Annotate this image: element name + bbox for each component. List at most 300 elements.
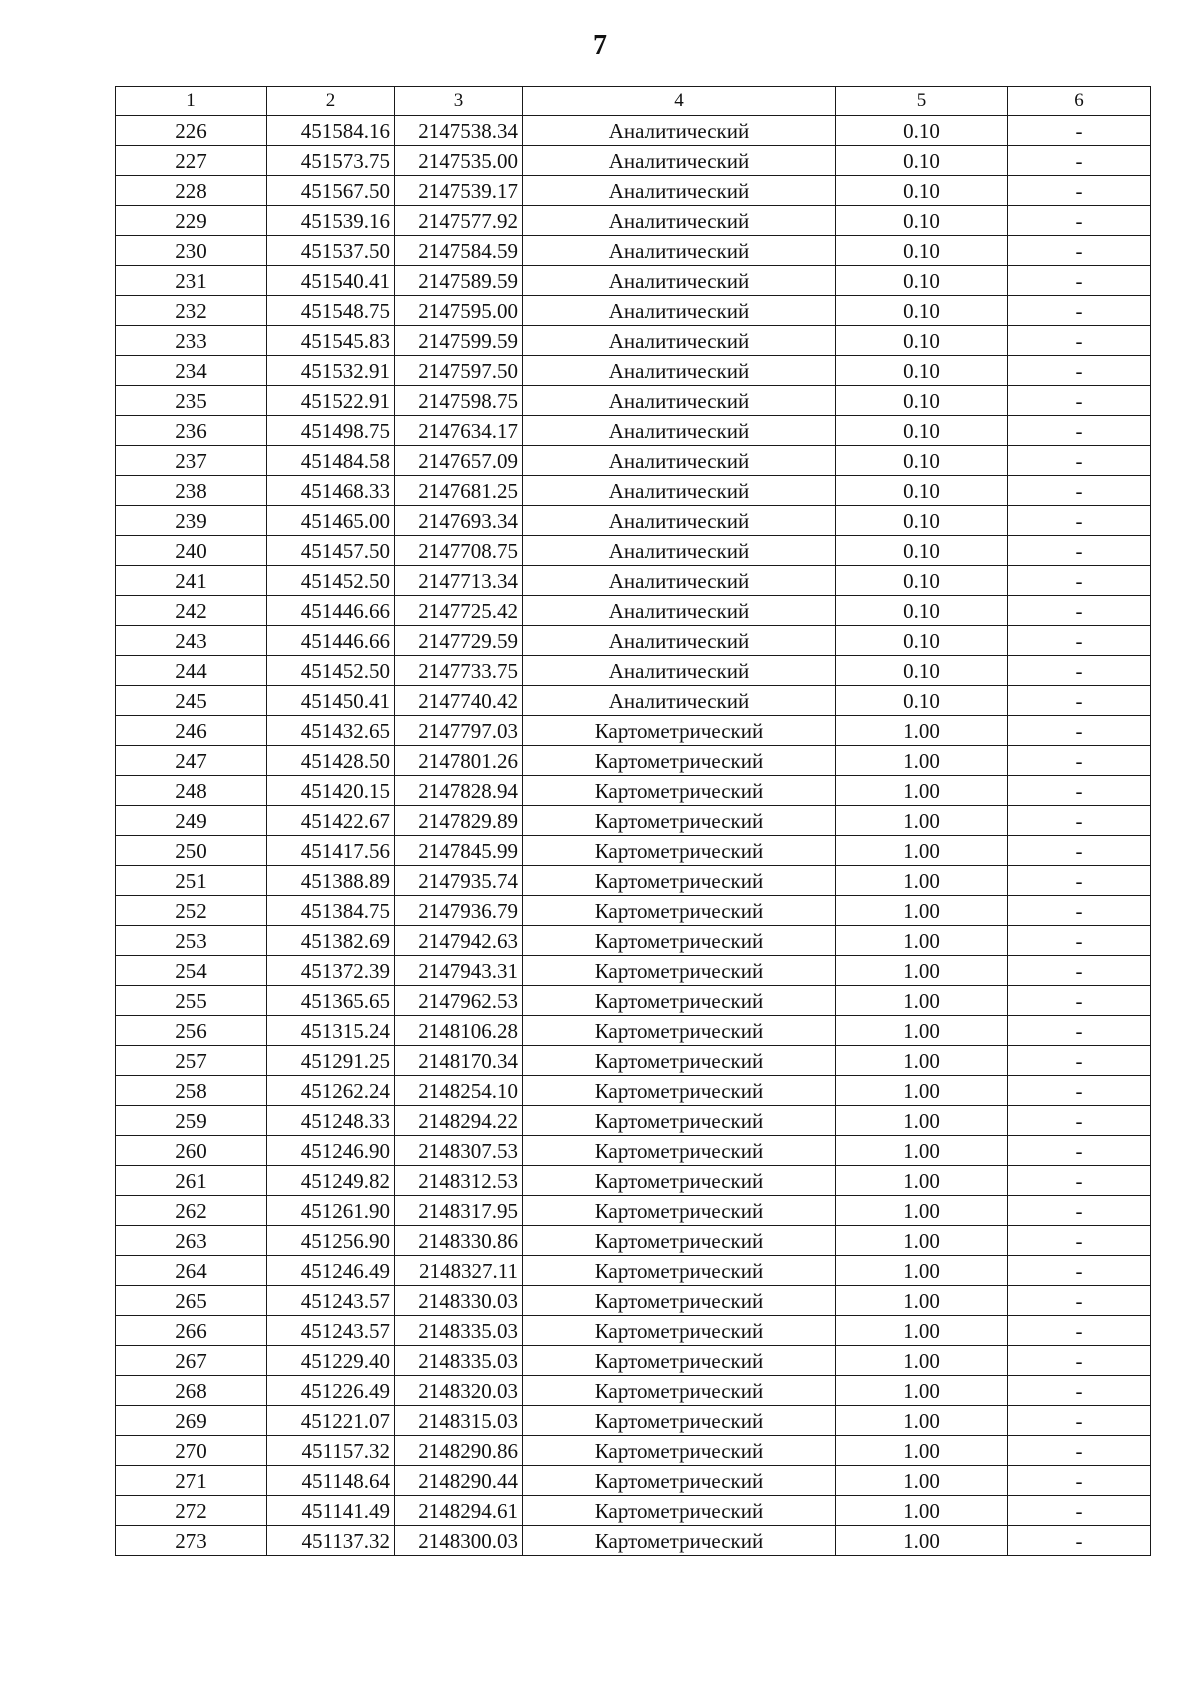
cell-point-number: 242 — [116, 596, 267, 626]
cell-point-number: 272 — [116, 1496, 267, 1526]
table-row — [116, 866, 1151, 896]
cell-description: - — [1008, 746, 1151, 776]
cell-accuracy: 0.10 — [836, 146, 1008, 176]
table-row — [116, 986, 1151, 1016]
cell-accuracy: 0.10 — [836, 386, 1008, 416]
cell-x: 451261.90 — [267, 1196, 395, 1226]
cell-description: - — [1008, 416, 1151, 446]
cell-y: 2147725.42 — [395, 596, 523, 626]
cell-method: Аналитический — [523, 596, 836, 626]
cell-point-number: 266 — [116, 1316, 267, 1346]
cell-accuracy: 1.00 — [836, 1316, 1008, 1346]
cell-description: - — [1008, 836, 1151, 866]
cell-method: Картометрический — [523, 806, 836, 836]
cell-y: 2147681.25 — [395, 476, 523, 506]
cell-accuracy: 0.10 — [836, 416, 1008, 446]
table-row — [116, 626, 1151, 656]
cell-method: Аналитический — [523, 416, 836, 446]
table-row — [116, 1496, 1151, 1526]
table-row — [116, 596, 1151, 626]
cell-x: 451522.91 — [267, 386, 395, 416]
cell-y: 2148170.34 — [395, 1046, 523, 1076]
cell-point-number: 238 — [116, 476, 267, 506]
cell-method: Аналитический — [523, 326, 836, 356]
cell-point-number: 253 — [116, 926, 267, 956]
cell-description: - — [1008, 926, 1151, 956]
table-row — [116, 746, 1151, 776]
cell-description: - — [1008, 1466, 1151, 1496]
cell-y: 2147577.92 — [395, 206, 523, 236]
cell-accuracy: 1.00 — [836, 1286, 1008, 1316]
cell-method: Аналитический — [523, 566, 836, 596]
cell-y: 2147657.09 — [395, 446, 523, 476]
cell-description: - — [1008, 236, 1151, 266]
cell-method: Картометрический — [523, 1136, 836, 1166]
table-row — [116, 1406, 1151, 1436]
cell-method: Картометрический — [523, 1316, 836, 1346]
cell-point-number: 237 — [116, 446, 267, 476]
cell-y: 2148300.03 — [395, 1526, 523, 1556]
cell-x: 451457.50 — [267, 536, 395, 566]
cell-method: Картометрический — [523, 1466, 836, 1496]
cell-description: - — [1008, 956, 1151, 986]
cell-point-number: 265 — [116, 1286, 267, 1316]
cell-x: 451446.66 — [267, 626, 395, 656]
cell-accuracy: 0.10 — [836, 116, 1008, 146]
table-row — [116, 1076, 1151, 1106]
cell-method: Аналитический — [523, 266, 836, 296]
cell-x: 451157.32 — [267, 1436, 395, 1466]
cell-accuracy: 0.10 — [836, 476, 1008, 506]
cell-y: 2148290.86 — [395, 1436, 523, 1466]
cell-description: - — [1008, 806, 1151, 836]
cell-method: Картометрический — [523, 986, 836, 1016]
cell-y: 2148290.44 — [395, 1466, 523, 1496]
cell-description: - — [1008, 776, 1151, 806]
cell-y: 2147943.31 — [395, 956, 523, 986]
cell-point-number: 235 — [116, 386, 267, 416]
cell-accuracy: 1.00 — [836, 1226, 1008, 1256]
cell-point-number: 246 — [116, 716, 267, 746]
cell-description: - — [1008, 1076, 1151, 1106]
cell-method: Аналитический — [523, 686, 836, 716]
cell-description: - — [1008, 476, 1151, 506]
cell-method: Картометрический — [523, 1256, 836, 1286]
column-header-accuracy: 5 — [836, 87, 1008, 116]
cell-accuracy: 0.10 — [836, 686, 1008, 716]
cell-accuracy: 1.00 — [836, 1346, 1008, 1376]
cell-method: Картометрический — [523, 1376, 836, 1406]
cell-point-number: 228 — [116, 176, 267, 206]
cell-accuracy: 1.00 — [836, 1436, 1008, 1466]
cell-accuracy: 0.10 — [836, 176, 1008, 206]
cell-description: - — [1008, 146, 1151, 176]
cell-x: 451567.50 — [267, 176, 395, 206]
cell-point-number: 249 — [116, 806, 267, 836]
table-row — [116, 776, 1151, 806]
cell-x: 451548.75 — [267, 296, 395, 326]
cell-x: 451365.65 — [267, 986, 395, 1016]
table-row — [116, 956, 1151, 986]
cell-method: Картометрический — [523, 866, 836, 896]
cell-point-number: 270 — [116, 1436, 267, 1466]
cell-method: Картометрический — [523, 926, 836, 956]
table-row — [116, 1466, 1151, 1496]
table-row — [116, 836, 1151, 866]
table-row — [116, 1316, 1151, 1346]
cell-y: 2147539.17 — [395, 176, 523, 206]
coordinates-table — [115, 86, 1151, 1556]
cell-x: 451540.41 — [267, 266, 395, 296]
cell-y: 2147828.94 — [395, 776, 523, 806]
cell-point-number: 261 — [116, 1166, 267, 1196]
cell-accuracy: 1.00 — [836, 1046, 1008, 1076]
cell-x: 451372.39 — [267, 956, 395, 986]
cell-description: - — [1008, 206, 1151, 236]
cell-y: 2148327.11 — [395, 1256, 523, 1286]
cell-method: Картометрический — [523, 1046, 836, 1076]
cell-method: Картометрический — [523, 776, 836, 806]
cell-x: 451545.83 — [267, 326, 395, 356]
cell-x: 451432.65 — [267, 716, 395, 746]
table-row — [116, 1166, 1151, 1196]
cell-x: 451428.50 — [267, 746, 395, 776]
cell-x: 451226.49 — [267, 1376, 395, 1406]
cell-description: - — [1008, 1166, 1151, 1196]
cell-description: - — [1008, 566, 1151, 596]
cell-description: - — [1008, 896, 1151, 926]
cell-point-number: 226 — [116, 116, 267, 146]
table-row — [116, 536, 1151, 566]
cell-point-number: 245 — [116, 686, 267, 716]
cell-y: 2147797.03 — [395, 716, 523, 746]
cell-method: Аналитический — [523, 386, 836, 416]
cell-accuracy: 0.10 — [836, 206, 1008, 236]
cell-accuracy: 0.10 — [836, 566, 1008, 596]
table-row — [116, 176, 1151, 206]
cell-y: 2147589.59 — [395, 266, 523, 296]
cell-y: 2147634.17 — [395, 416, 523, 446]
cell-description: - — [1008, 266, 1151, 296]
cell-accuracy: 1.00 — [836, 1256, 1008, 1286]
cell-accuracy: 1.00 — [836, 776, 1008, 806]
column-header-point-number: 1 — [116, 87, 267, 116]
cell-method: Картометрический — [523, 1406, 836, 1436]
cell-description: - — [1008, 716, 1151, 746]
cell-point-number: 234 — [116, 356, 267, 386]
cell-description: - — [1008, 1106, 1151, 1136]
cell-description: - — [1008, 176, 1151, 206]
cell-x: 451537.50 — [267, 236, 395, 266]
cell-description: - — [1008, 686, 1151, 716]
table-row — [116, 206, 1151, 236]
table-row — [116, 446, 1151, 476]
cell-point-number: 231 — [116, 266, 267, 296]
cell-x: 451246.90 — [267, 1136, 395, 1166]
cell-y: 2147693.34 — [395, 506, 523, 536]
cell-accuracy: 1.00 — [836, 746, 1008, 776]
cell-description: - — [1008, 386, 1151, 416]
cell-description: - — [1008, 1016, 1151, 1046]
cell-point-number: 268 — [116, 1376, 267, 1406]
cell-method: Картометрический — [523, 1496, 836, 1526]
cell-point-number: 260 — [116, 1136, 267, 1166]
cell-y: 2148254.10 — [395, 1076, 523, 1106]
cell-accuracy: 1.00 — [836, 1526, 1008, 1556]
cell-description: - — [1008, 446, 1151, 476]
cell-description: - — [1008, 1046, 1151, 1076]
cell-y: 2147595.00 — [395, 296, 523, 326]
cell-method: Аналитический — [523, 146, 836, 176]
cell-method: Картометрический — [523, 716, 836, 746]
cell-method: Аналитический — [523, 116, 836, 146]
cell-accuracy: 1.00 — [836, 836, 1008, 866]
cell-description: - — [1008, 1526, 1151, 1556]
table-row — [116, 506, 1151, 536]
table-row — [116, 266, 1151, 296]
cell-accuracy: 1.00 — [836, 956, 1008, 986]
cell-point-number: 271 — [116, 1466, 267, 1496]
cell-method: Аналитический — [523, 236, 836, 266]
cell-x: 451446.66 — [267, 596, 395, 626]
cell-point-number: 255 — [116, 986, 267, 1016]
cell-method: Картометрический — [523, 746, 836, 776]
table-row — [116, 656, 1151, 686]
cell-x: 451315.24 — [267, 1016, 395, 1046]
cell-accuracy: 1.00 — [836, 1406, 1008, 1436]
table-row — [116, 1286, 1151, 1316]
cell-y: 2147597.50 — [395, 356, 523, 386]
cell-description: - — [1008, 1496, 1151, 1526]
cell-point-number: 254 — [116, 956, 267, 986]
cell-method: Картометрический — [523, 1076, 836, 1106]
cell-method: Картометрический — [523, 1346, 836, 1376]
cell-x: 451452.50 — [267, 656, 395, 686]
cell-accuracy: 1.00 — [836, 866, 1008, 896]
cell-x: 451584.16 — [267, 116, 395, 146]
cell-point-number: 244 — [116, 656, 267, 686]
cell-x: 451450.41 — [267, 686, 395, 716]
cell-point-number: 251 — [116, 866, 267, 896]
cell-point-number: 267 — [116, 1346, 267, 1376]
table-row — [116, 926, 1151, 956]
cell-point-number: 273 — [116, 1526, 267, 1556]
cell-method: Аналитический — [523, 506, 836, 536]
cell-y: 2148307.53 — [395, 1136, 523, 1166]
cell-method: Картометрический — [523, 1226, 836, 1256]
cell-method: Аналитический — [523, 536, 836, 566]
cell-accuracy: 0.10 — [836, 446, 1008, 476]
cell-description: - — [1008, 1136, 1151, 1166]
cell-description: - — [1008, 1436, 1151, 1466]
cell-x: 451243.57 — [267, 1316, 395, 1346]
cell-y: 2148317.95 — [395, 1196, 523, 1226]
cell-point-number: 236 — [116, 416, 267, 446]
cell-description: - — [1008, 326, 1151, 356]
cell-point-number: 241 — [116, 566, 267, 596]
cell-x: 451422.67 — [267, 806, 395, 836]
table-row — [116, 1046, 1151, 1076]
cell-x: 451221.07 — [267, 1406, 395, 1436]
cell-x: 451148.64 — [267, 1466, 395, 1496]
cell-y: 2147584.59 — [395, 236, 523, 266]
table-row — [116, 146, 1151, 176]
cell-x: 451484.58 — [267, 446, 395, 476]
cell-method: Аналитический — [523, 356, 836, 386]
cell-description: - — [1008, 1256, 1151, 1286]
cell-y: 2147733.75 — [395, 656, 523, 686]
cell-x: 451468.33 — [267, 476, 395, 506]
cell-y: 2148315.03 — [395, 1406, 523, 1436]
cell-method: Аналитический — [523, 626, 836, 656]
table-row — [116, 1136, 1151, 1166]
cell-description: - — [1008, 986, 1151, 1016]
cell-y: 2147801.26 — [395, 746, 523, 776]
cell-accuracy: 1.00 — [836, 1106, 1008, 1136]
cell-method: Картометрический — [523, 956, 836, 986]
column-header-x: 2 — [267, 87, 395, 116]
cell-x: 451384.75 — [267, 896, 395, 926]
cell-y: 2148320.03 — [395, 1376, 523, 1406]
cell-accuracy: 0.10 — [836, 236, 1008, 266]
cell-accuracy: 1.00 — [836, 926, 1008, 956]
cell-y: 2147538.34 — [395, 116, 523, 146]
cell-point-number: 256 — [116, 1016, 267, 1046]
cell-x: 451498.75 — [267, 416, 395, 446]
cell-accuracy: 1.00 — [836, 1016, 1008, 1046]
cell-x: 451229.40 — [267, 1346, 395, 1376]
cell-method: Картометрический — [523, 1196, 836, 1226]
cell-y: 2147935.74 — [395, 866, 523, 896]
cell-x: 451256.90 — [267, 1226, 395, 1256]
cell-point-number: 250 — [116, 836, 267, 866]
cell-x: 451452.50 — [267, 566, 395, 596]
cell-y: 2148294.61 — [395, 1496, 523, 1526]
column-header-description: 6 — [1008, 87, 1151, 116]
cell-point-number: 264 — [116, 1256, 267, 1286]
cell-point-number: 262 — [116, 1196, 267, 1226]
cell-x: 451137.32 — [267, 1526, 395, 1556]
cell-description: - — [1008, 536, 1151, 566]
cell-x: 451262.24 — [267, 1076, 395, 1106]
cell-description: - — [1008, 296, 1151, 326]
cell-x: 451388.89 — [267, 866, 395, 896]
cell-method: Картометрический — [523, 896, 836, 926]
cell-x: 451246.49 — [267, 1256, 395, 1286]
cell-method: Аналитический — [523, 296, 836, 326]
cell-method: Картометрический — [523, 1526, 836, 1556]
cell-y: 2148335.03 — [395, 1346, 523, 1376]
cell-accuracy: 1.00 — [836, 896, 1008, 926]
cell-description: - — [1008, 866, 1151, 896]
cell-method: Аналитический — [523, 206, 836, 236]
cell-x: 451291.25 — [267, 1046, 395, 1076]
cell-x: 451539.16 — [267, 206, 395, 236]
cell-y: 2147829.89 — [395, 806, 523, 836]
cell-point-number: 233 — [116, 326, 267, 356]
column-header-method: 4 — [523, 87, 836, 116]
table-row — [116, 236, 1151, 266]
table-row — [116, 1436, 1151, 1466]
cell-point-number: 263 — [116, 1226, 267, 1256]
cell-x: 451417.56 — [267, 836, 395, 866]
cell-point-number: 269 — [116, 1406, 267, 1436]
cell-accuracy: 1.00 — [836, 1166, 1008, 1196]
table-row — [116, 1106, 1151, 1136]
cell-point-number: 230 — [116, 236, 267, 266]
cell-method: Аналитический — [523, 176, 836, 206]
cell-method: Аналитический — [523, 656, 836, 686]
cell-description: - — [1008, 596, 1151, 626]
cell-y: 2148335.03 — [395, 1316, 523, 1346]
table-row — [116, 1376, 1151, 1406]
cell-point-number: 248 — [116, 776, 267, 806]
cell-x: 451248.33 — [267, 1106, 395, 1136]
cell-description: - — [1008, 356, 1151, 386]
cell-y: 2148106.28 — [395, 1016, 523, 1046]
cell-x: 451141.49 — [267, 1496, 395, 1526]
cell-y: 2147942.63 — [395, 926, 523, 956]
table-row — [116, 1526, 1151, 1556]
cell-accuracy: 1.00 — [836, 806, 1008, 836]
cell-description: - — [1008, 506, 1151, 536]
cell-description: - — [1008, 1286, 1151, 1316]
cell-y: 2147598.75 — [395, 386, 523, 416]
cell-accuracy: 1.00 — [836, 1466, 1008, 1496]
cell-y: 2147936.79 — [395, 896, 523, 926]
cell-y: 2147729.59 — [395, 626, 523, 656]
cell-point-number: 232 — [116, 296, 267, 326]
cell-method: Картометрический — [523, 1016, 836, 1046]
table-row — [116, 806, 1151, 836]
cell-accuracy: 0.10 — [836, 656, 1008, 686]
cell-accuracy: 1.00 — [836, 1076, 1008, 1106]
table-body — [116, 116, 1151, 1556]
table-row — [116, 116, 1151, 146]
cell-point-number: 229 — [116, 206, 267, 236]
cell-y: 2148312.53 — [395, 1166, 523, 1196]
cell-point-number: 259 — [116, 1106, 267, 1136]
table-row — [116, 1346, 1151, 1376]
cell-accuracy: 0.10 — [836, 266, 1008, 296]
cell-accuracy: 1.00 — [836, 716, 1008, 746]
cell-description: - — [1008, 1346, 1151, 1376]
cell-method: Картометрический — [523, 1166, 836, 1196]
cell-point-number: 252 — [116, 896, 267, 926]
cell-x: 451573.75 — [267, 146, 395, 176]
table-row — [116, 476, 1151, 506]
cell-point-number: 239 — [116, 506, 267, 536]
cell-y: 2147713.34 — [395, 566, 523, 596]
cell-description: - — [1008, 116, 1151, 146]
cell-accuracy: 0.10 — [836, 326, 1008, 356]
cell-point-number: 243 — [116, 626, 267, 656]
cell-method: Картометрический — [523, 1106, 836, 1136]
table-header-row — [116, 87, 1151, 116]
cell-method: Картометрический — [523, 1436, 836, 1466]
cell-accuracy: 0.10 — [836, 536, 1008, 566]
table-row — [116, 296, 1151, 326]
cell-accuracy: 1.00 — [836, 1376, 1008, 1406]
cell-accuracy: 0.10 — [836, 596, 1008, 626]
cell-method: Картометрический — [523, 836, 836, 866]
cell-description: - — [1008, 1316, 1151, 1346]
cell-y: 2147845.99 — [395, 836, 523, 866]
cell-y: 2148294.22 — [395, 1106, 523, 1136]
page-number: 7 — [593, 30, 607, 61]
cell-accuracy: 1.00 — [836, 1196, 1008, 1226]
cell-x: 451243.57 — [267, 1286, 395, 1316]
